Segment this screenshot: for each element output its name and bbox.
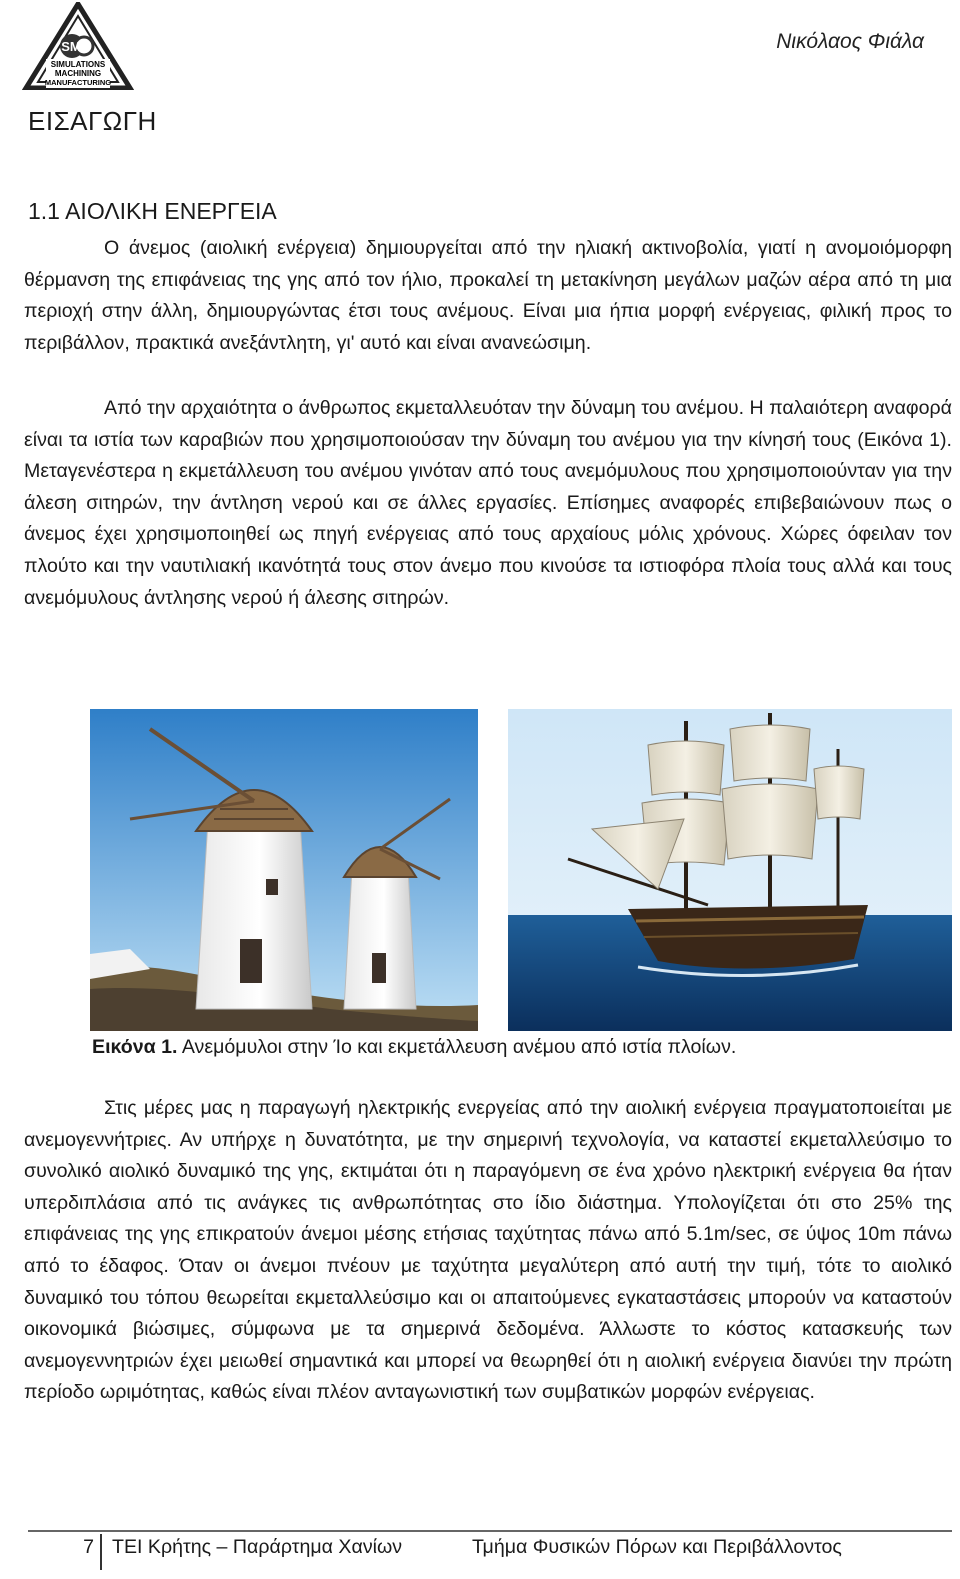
chapter-heading: ΕΙΣΑΓΩΓΗ bbox=[28, 106, 157, 136]
caption-text: Ανεμόμυλοι στην Ίο και εκμετάλλευση ανέμου από ιστία πλοίων. bbox=[177, 1036, 737, 1058]
footer-separator bbox=[100, 1534, 102, 1570]
author-name: Νικόλαος Φιάλα bbox=[776, 30, 924, 53]
logo-line-2: MACHINING bbox=[54, 69, 102, 78]
logo-monogram: SM bbox=[61, 39, 81, 54]
logo-line-1: SIMULATIONS bbox=[50, 60, 106, 69]
paragraph-wind-turbines: Στις μέρες μας η παραγωγή ηλεκτρικής ενεργείας από την αιολική ενέργεια πραγματοποιείται με ανεμογεννήτριες. Αν υπήρχε η δυνατότητα, με την σημερινή τεχνολογία, να καταστεί εκμεταλλεύσιμο το συνολικό αιολικό δυναμικό της γης, εκτιμάται ότι η παραγόμενη σε ένα χρόνο ηλεκτρική ενέργεια θα ήταν υπερδιπλάσια από τις ανάγκες τις ανθρωπότητας στο ίδιο διάστημα. Υπολογίζεται ότι στο 25% της επιφάνειας της γης επικρατούν άνεμοι μέσης ετήσιας ταχύτητας πάνω από 5.1m/sec, σε ύψος 10m πάνω από το έδαφος. Όταν οι άνεμοι πνέουν με ταχύτητα μεγαλύτερη από αυτή την τιμή, τότε το αιολικό δυναμικό του τόπου θεωρείται εκμεταλλεύσιμο και οι απαιτούμενες εγκαταστάσεις μπορούν να καταστούν οικονομικά βιώσιμες, σύμφωνα με τα σημερινά δεδομένα. Άλλωστε το κόστος κατασκευής των ανεμογεννητριών έχει μειωθεί σημαντικά και μπορεί να θεωρηθεί ότι η αιολική ενέργεια διανύει την πρώτη περίοδο ωριμότητας, καθώς είναι πλέον ανταγωνιστική των συμβατικών μορφών ενέργειας. bbox=[24, 1097, 952, 1404]
page-number: 7 bbox=[83, 1536, 94, 1558]
paragraph-wind-origin: Ο άνεμος (αιολική ενέργεια) δημιουργείται από την ηλιακή ακτινοβολία, γιατί η ανομοιόμορφη θέρμανση της επιφάνειας της γης από τον ήλιο, προκαλεί τη μετακίνηση μεγάλων μαζών αέρα από τη μια περιοχή στην άλλη, δημιουργώντας έτσι τους ανέμους. Είναι μια ήπια μορφή ενέργειας, φιλική προς το περιβάλλον, πρακτικά ανεξάντλητη, γι' αυτό και είναι ανανεώσιμη. bbox=[24, 237, 952, 354]
figure-1 bbox=[90, 709, 952, 1031]
footer-institution: ΤΕΙ Κρήτης – Παράρτημα Χανίων bbox=[112, 1536, 403, 1558]
sailing-ship-photo bbox=[508, 709, 952, 1031]
caption-label: Εικόνα 1. bbox=[92, 1036, 178, 1058]
footer-department: Τμήμα Φυσικών Πόρων και Περιβάλλοντος bbox=[472, 1536, 842, 1558]
logo-line-3: MANUFACTURING bbox=[44, 78, 112, 87]
windmills-photo bbox=[90, 709, 478, 1031]
paragraph-history: Από την αρχαιότητα ο άνθρωπος εκμεταλλευόταν την δύναμη του ανέμου. Η παλαιότερη αναφορά είναι τα ιστία των καραβιών που χρησιμοποιούσαν την δύναμη του ανέμου για την κίνησή τους (Εικόνα 1). Μεταγενέστερα η εκμετάλλευση του ανέμου γινόταν από τους ανεμόμυλους που χρησιμοποιούνταν για την άλεση σιτηρών, την άντληση νερού και σε άλλες εργασίες. Επίσημες αναφορές επιβεβαιώνουν πως ο άνεμος έχει χρησιμοποιηθεί ως πηγή ενέργειας από τους αρχαίους μόλις χρόνους. Χώρες όφειλαν τον πλούτο και την ναυτιλιακή ικανότητά τους στον άνεμο που κινούσε τα ιστιοφόρα πλοία τους αλλά και τους ανεμόμυλους άντλησης νερού ή άλεσης σιτηρών. bbox=[24, 397, 952, 609]
figure-caption bbox=[92, 1033, 736, 1061]
company-logo bbox=[22, 2, 134, 90]
section-heading: 1.1 ΑΙΟΛΙΚΗ ΕΝΕΡΓΕΙΑ bbox=[28, 198, 277, 224]
page-footer bbox=[0, 1532, 960, 1572]
